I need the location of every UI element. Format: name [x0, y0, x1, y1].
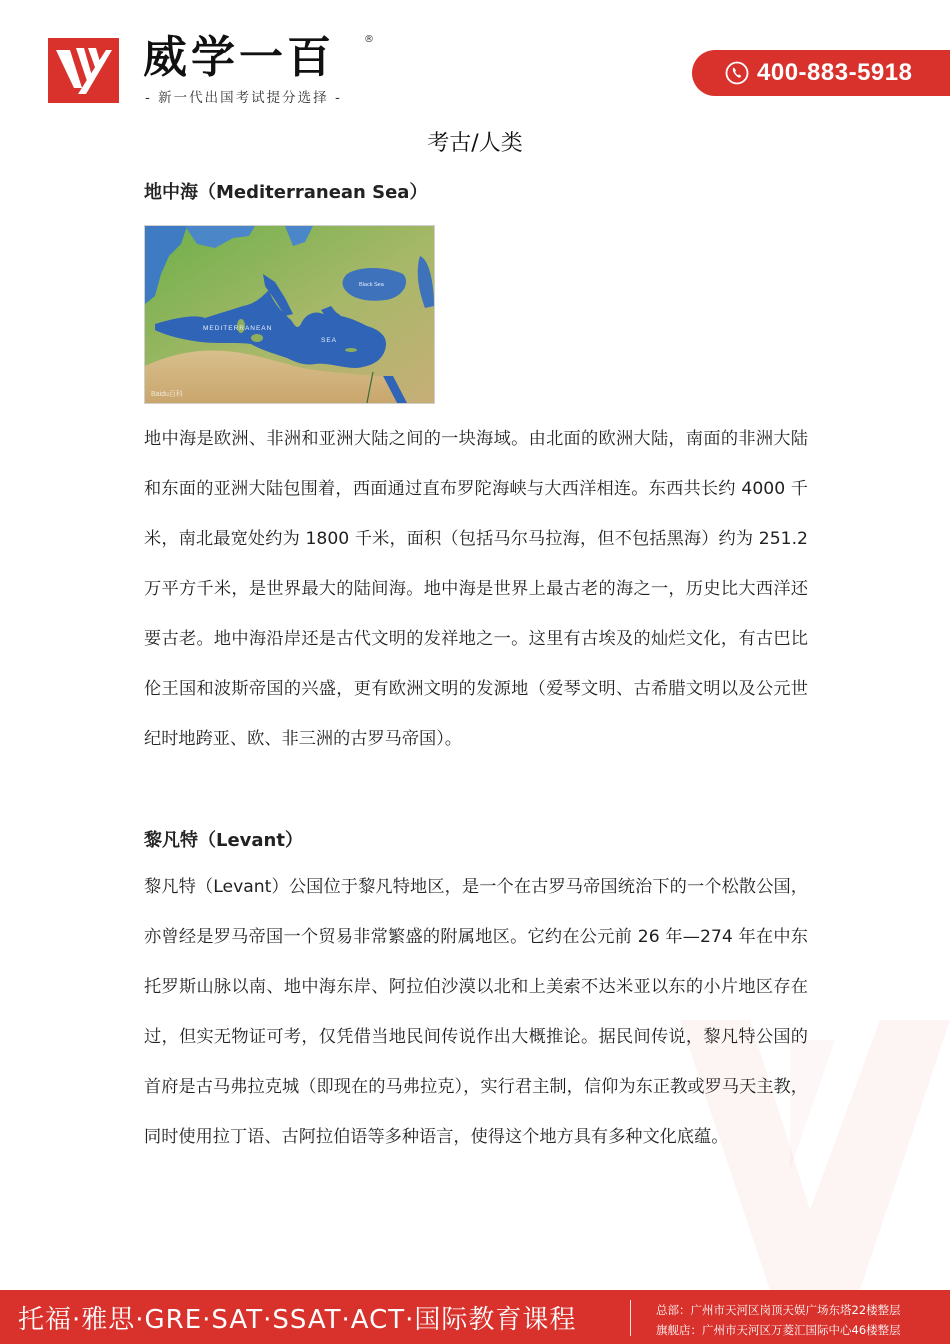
- section-heading-levant: 黎凡特（Levant）: [144, 830, 303, 851]
- page-title: 考古/人类: [427, 131, 523, 156]
- footer-divider: [630, 1300, 631, 1336]
- map-label-black-sea: Black Sea: [359, 282, 384, 288]
- paragraph-mediterranean: 地中海是欧洲、非洲和亚洲大陆之间的一块海域。由北面的欧洲大陆，南面的非洲大陆和东面的亚洲大陆包围着，西面通过直布罗陀海峡与大西洋相连。东西共长约 4000 千米，南北最宽处约为 1800 千米，面积（包括马尔马拉海，但不包括黑海）约为 251.2 万平方千米，是世界最大的陆间海。地中海是世界上最古老的海之一，历史比大西洋还要古老。地中海沿岸还是古代文明的发祥地之一。这里有古埃及的灿烂文化，有古巴比伦王国和波斯帝国的兴盛，更有欧洲文明的发源地（爱琴文明、古希腊文明以及公元世纪时地跨亚、欧、非三洲的古罗马帝国）。: [144, 429, 808, 749]
- brand-name: 威学一百: [143, 32, 335, 83]
- section-heading-mediterranean: 地中海（Mediterranean Sea）: [144, 182, 428, 203]
- brand-slogan: - 新一代出国考试提分选择 -: [145, 90, 342, 106]
- footer-slogan: 托福·雅思·GRE·SAT·SSAT·ACT·国际教育课程: [18, 1305, 577, 1335]
- phone-icon: [725, 61, 749, 85]
- paragraph-levant: 黎凡特（Levant）公国位于黎凡特地区，是一个在古罗马帝国统治下的一个松散公国，亦曾经是罗马帝国一个贸易非常繁盛的附属地区。它约在公元前 26 年—274 年在中东托罗斯山脉以南、地中海东岸、阿拉伯沙漠以北和上美索不达米亚以东的小片地区存在过，但实无物证可考，仅凭借当地民间传说作出大概推论。据民间传说，黎凡特公国的首府是古马弗拉克城（即现在的马弗拉克），实行君主制，信仰为东正教或罗马天主教，同时使用拉丁语、古阿拉伯语等多种语言，使得这个地方具有多种文化底蕴。: [144, 877, 808, 1147]
- map-label-sea: SEA: [321, 337, 338, 344]
- map-label-mediterranean: MEDITERRANEAN: [203, 325, 273, 332]
- map-graphic: [145, 226, 434, 403]
- mediterranean-map-image: [144, 225, 435, 404]
- footer-address-hq: 总部：广州市天河区岗顶天娱广场东塔22楼整层: [656, 1303, 901, 1317]
- map-watermark: Baidu百科: [151, 391, 183, 398]
- footer-banner: [0, 1290, 950, 1344]
- header: [0, 0, 950, 120]
- footer-address-flagship: 旗舰店：广州市天河区万菱汇国际中心46楼整层: [656, 1323, 901, 1337]
- brand-logo-icon: [48, 38, 119, 103]
- phone-banner[interactable]: [692, 50, 950, 96]
- phone-number[interactable]: 400-883-5918: [757, 59, 913, 86]
- registered-mark: ®: [364, 34, 374, 45]
